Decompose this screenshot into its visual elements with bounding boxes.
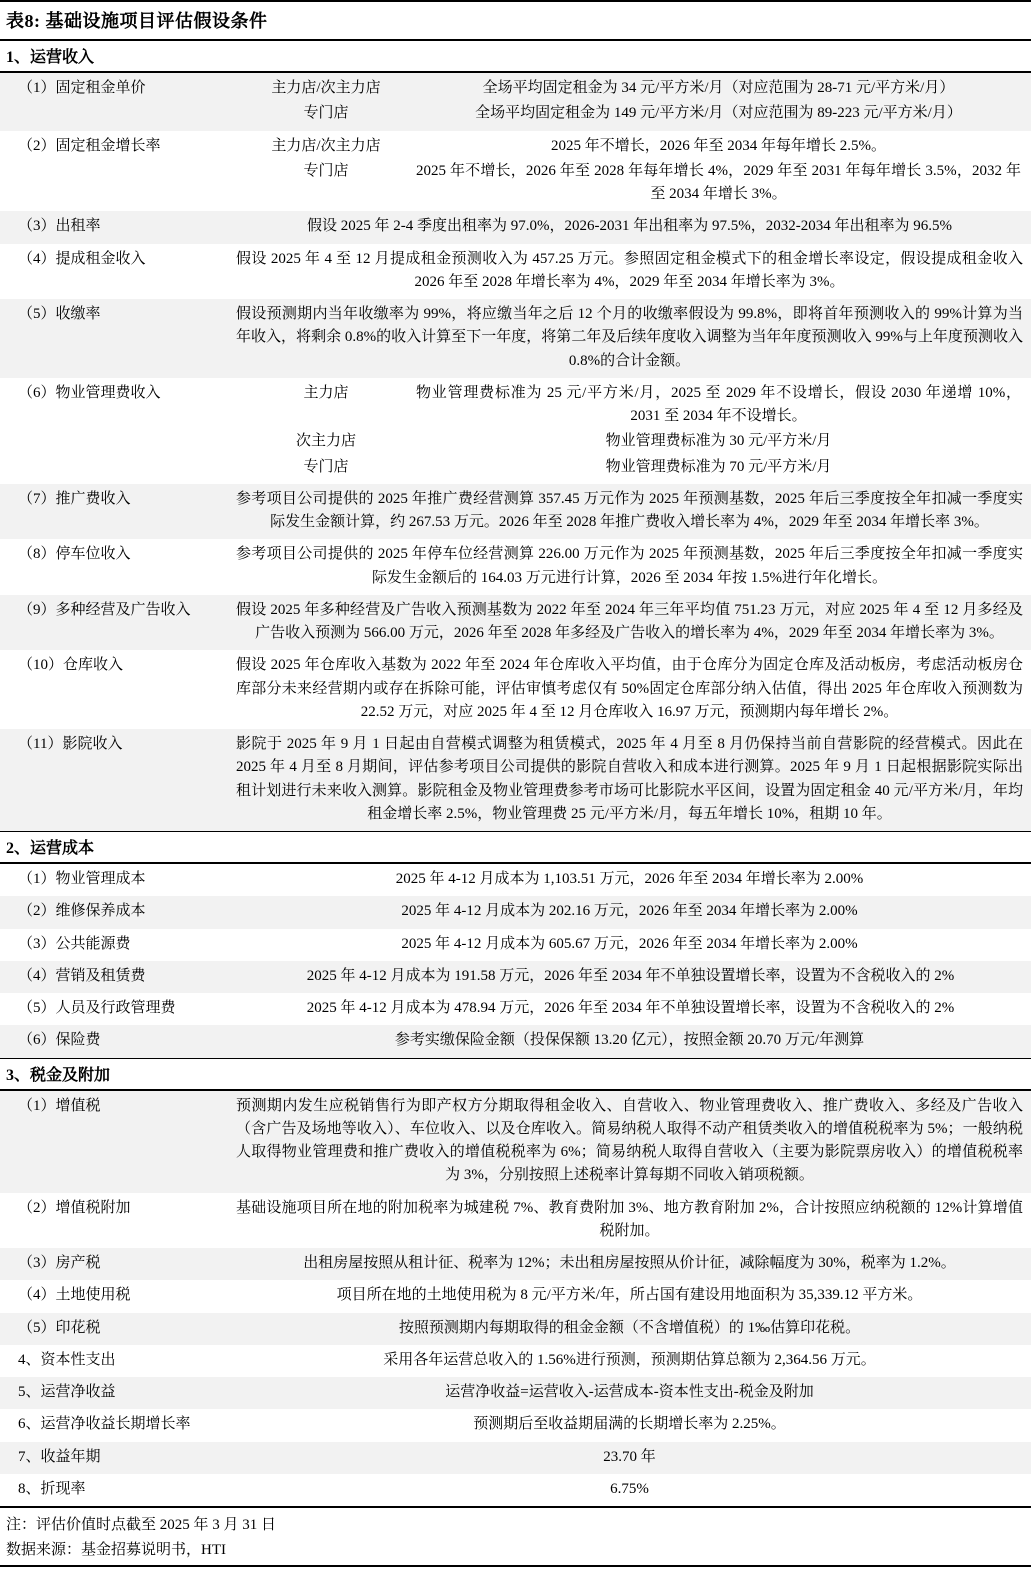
table-row [0, 378, 1031, 484]
table-row [0, 961, 1031, 993]
row-content: 预测期后至收益期届满的长期增长率为 2.25%。 [232, 1409, 1031, 1441]
row-content [232, 378, 1031, 484]
row-content [232, 131, 1031, 212]
table-row [0, 539, 1031, 595]
subline-label: 主力店/次主力店 [271, 80, 381, 96]
table-row [0, 729, 1031, 832]
subline-text: 物业管理费标准为 30 元/平方米/月 [605, 433, 832, 450]
bottom-rule-row [0, 1566, 1031, 1569]
table-row [0, 1345, 1031, 1377]
row-subline [236, 430, 1027, 453]
row-label: （3）公共能源费 [0, 929, 232, 961]
table-row [0, 1377, 1031, 1409]
row-content: 假设 2025 年 4 至 12 月提成租金预测收入为 457.25 万元。参照固定租金模式下的租金增长率设定，假设提成租金收入 2026 年至 2028 年增长率为 4%，2029 年至 2034 年增长率为 3%。 [232, 244, 1031, 300]
section-header-row [0, 832, 1031, 864]
row-content: 2025 年 4-12 月成本为 605.67 万元，2026 年至 2034 年增长率为 2.00% [232, 929, 1031, 961]
subline-label: 主力店/次主力店 [271, 137, 381, 154]
subline-text: 物业管理费标准为 25 元/平方米/月，2025 至 2029 年不设增长，假设 2030 年递增 10%，2031 至 2034 年不设增长。 [416, 384, 1021, 424]
table-row [0, 1313, 1031, 1345]
row-label: （3）出租率 [0, 211, 232, 243]
table-row [0, 863, 1031, 896]
row-content: 23.70 年 [232, 1442, 1031, 1474]
subline-label: 专门店 [303, 105, 349, 122]
table-row [0, 1280, 1031, 1312]
row-label: （10）仓库收入 [0, 650, 232, 729]
row-label: （1）物业管理成本 [0, 863, 232, 896]
row-subline [236, 456, 1027, 479]
row-subline [236, 102, 1027, 125]
table-row [0, 650, 1031, 729]
subline-label: 专门店 [303, 458, 349, 475]
row-content: 假设 2025 年 2-4 季度出租率为 97.0%，2026-2031 年出租率为 97.5%，2032-2034 年出租率为 96.5% [232, 211, 1031, 243]
table-row [0, 131, 1031, 212]
section-header-row [0, 40, 1031, 72]
row-content: 运营净收益=运营收入-运营成本-资本性支出-税金及附加 [232, 1377, 1031, 1409]
row-label: （1）固定租金单价 [0, 72, 232, 131]
row-content: 6.75% [232, 1474, 1031, 1507]
row-label: （4）提成租金收入 [0, 244, 232, 300]
row-label: 7、收益年期 [0, 1442, 232, 1474]
row-content: 假设 2025 年多种经营及广告收入预测基数为 2022 年至 2024 年三年平均值 751.23 万元，对应 2025 年 4 至 12 月多经及广告收入预测为 566.00 万元，2026 年至 2028 年多经及广告收入的增长率为 4%，2029 年至 2034 年增长率为 3%。 [232, 595, 1031, 651]
row-content: 假设预测期内当年收缴率为 99%，将应缴当年之后 12 个月的收缴率假设为 99.8%，即将首年预测收入的 99%计算为当年收入，将剩余 0.8%的收入计算至下一年度，将第二年及后续年度收入调整为当年年度预测收入 99%与上年度预测收入 0.8%的合计金额。 [232, 299, 1031, 378]
row-content: 2025 年 4-12 月成本为 478.94 万元，2026 年至 2034 年不单独设置增长率，设置为不含税收入的 2% [232, 993, 1031, 1025]
row-content: 参考项目公司提供的 2025 年推广费经营测算 357.45 万元作为 2025 年预测基数，2025 年后三季度按全年扣减一季度实际发生金额计算，约 267.53 万元。2026 年至 2028 年推广费收入增长率为 4%，2029 年至 2034 年增长率 3%。 [232, 484, 1031, 540]
row-content: 按照预测期内每期取得的租金金额（不含增值税）的 1‰估算印花税。 [232, 1313, 1031, 1345]
row-label: （9）多种经营及广告收入 [0, 595, 232, 651]
table-row [0, 1442, 1031, 1474]
row-content: 项目所在地的土地使用税为 8 元/平方米/年，所占国有建设用地面积为 35,339.12 平方米。 [232, 1280, 1031, 1312]
row-content [232, 72, 1031, 131]
row-label: （5）印花税 [0, 1313, 232, 1345]
row-content: 2025 年 4-12 月成本为 202.16 万元，2026 年至 2034 年增长率为 2.00% [232, 896, 1031, 928]
row-content: 假设 2025 年仓库收入基数为 2022 年至 2024 年仓库收入平均值，由于仓库分为固定仓库及活动板房，考虑活动板房仓库部分未来经营期内或存在拆除可能，评估审慎考虑仅有 50%固定仓库部分纳入估值，得出 2025 年仓库收入预测数为 22.52 万元，对应 2025 年 4 至 12 月仓库收入 16.97 万元，预测期内每年增长 2%。 [232, 650, 1031, 729]
row-content: 参考项目公司提供的 2025 年停车位经营测算 226.00 万元作为 2025 年预测基数，2025 年后三季度按全年扣减一季度实际发生金额后的 164.03 万元进行计算，2026 至 2034 年按 1.5%进行年化增长。 [232, 539, 1031, 595]
row-subline [236, 135, 1027, 158]
notes-row [0, 1507, 1031, 1566]
section-header-row [0, 1058, 1031, 1090]
row-label: （5）收缴率 [0, 299, 232, 378]
table-row [0, 1474, 1031, 1507]
row-content: 2025 年 4-12 月成本为 1,103.51 万元，2026 年至 2034 年增长率为 2.00% [232, 863, 1031, 896]
row-label: （5）人员及行政管理费 [0, 993, 232, 1025]
row-content: 采用各年运营总收入的 1.56%进行预测，预测期估算总额为 2,364.56 万元。 [232, 1345, 1031, 1377]
subline-text: 物业管理费标准为 70 元/平方米/月 [605, 458, 832, 475]
row-label: （4）营销及租赁费 [0, 961, 232, 993]
table-row [0, 1409, 1031, 1441]
subline-text: 全场平均固定租金为 34 元/平方米/月（对应范围为 28-71 元/平方米/月） [482, 80, 955, 96]
table-title-row [0, 1, 1031, 40]
row-subline [236, 160, 1027, 207]
row-label: （4）土地使用税 [0, 1280, 232, 1312]
note-valuation-date: 注：评估价值时点截至 2025 年 3 月 31 日 [6, 1517, 277, 1533]
row-content: 出租房屋按照从租计征、税率为 12%；未出租房屋按照从价计征，减除幅度为 30%，税率为 1.2%。 [232, 1248, 1031, 1280]
row-label: （7）推广费收入 [0, 484, 232, 540]
notes-cell [0, 1507, 1031, 1566]
subline-label: 主力店 [303, 384, 349, 401]
table-row [0, 1248, 1031, 1280]
row-content: 基础设施项目所在地的附加税率为城建税 7%、教育费附加 3%、地方教育附加 2%，合计按照应纳税额的 12%计算增值税附加。 [232, 1193, 1031, 1249]
table-row [0, 993, 1031, 1025]
table-row [0, 929, 1031, 961]
row-content: 预测期内发生应税销售行为即产权方分期取得租金收入、自营收入、物业管理费收入、推广费收入、多经及广告收入（含广告及场地等收入）、车位收入、以及仓库收入。简易纳税人取得不动产租赁类收入的增值税税率为 5%；一般纳税人取得物业管理费和推广费收入的增值税税率为 6%；简易纳税人取得自营收入（主要为影院票房收入）的增值税税率为 3%，分别按照上述税率计算每期不同收入销项税额。 [232, 1090, 1031, 1193]
row-content: 2025 年 4-12 月成本为 191.58 万元，2026 年至 2034 年不单独设置增长率，设置为不含税收入的 2% [232, 961, 1031, 993]
table-body [0, 1, 1031, 1569]
table-row [0, 211, 1031, 243]
row-content: 影院于 2025 年 9 月 1 日起由自营模式调整为租赁模式，2025 年 4 月至 8 月仍保持当前自营影院的经营模式。因此在 2025 年 4 月至 8 月期间，评估参考项目公司提供的影院自营收入和成本进行测算。2025 年 9 月 1 日起根据影院实际出租计划进行未来收入测算。影院租金及物业管理费参考市场可比影院水平区间，设置为固定租金 40 元/平方米/月，年均租金增长率 2.5%，物业管理费 25 元/平方米/月，每五年增长 10%，租期 10 年。 [232, 729, 1031, 832]
table-row [0, 1025, 1031, 1058]
row-label: （1）增值税 [0, 1090, 232, 1193]
section-heading: 3、税金及附加 [0, 1058, 1031, 1090]
row-label: （2）固定租金增长率 [0, 131, 232, 212]
row-label: 6、运营净收益长期增长率 [0, 1409, 232, 1441]
row-subline [236, 382, 1027, 429]
table-row [0, 244, 1031, 300]
bottom-rule [0, 1566, 1031, 1569]
row-label: （6）保险费 [0, 1025, 232, 1058]
table-row [0, 1193, 1031, 1249]
section-heading: 2、运营成本 [0, 832, 1031, 864]
table-title: 表8: 基础设施项目评估假设条件 [0, 1, 1031, 40]
row-label: （8）停车位收入 [0, 539, 232, 595]
row-label: （6）物业管理费收入 [0, 378, 232, 484]
subline-text: 2025 年不增长，2026 年至 2034 年每年增长 2.5%。 [551, 137, 886, 154]
table-row [0, 299, 1031, 378]
subline-label: 专门店 [303, 162, 349, 179]
row-label: （3）房产税 [0, 1248, 232, 1280]
note-data-source: 数据来源：基金招募说明书，HTI [6, 1541, 226, 1558]
table-row [0, 72, 1031, 131]
subline-text: 全场平均固定租金为 149 元/平方米/月（对应范围为 89-223 元/平方米/月） [475, 105, 962, 122]
table-row [0, 896, 1031, 928]
subline-label: 次主力店 [295, 433, 356, 450]
table-row [0, 595, 1031, 651]
row-label: 4、资本性支出 [0, 1345, 232, 1377]
section-heading: 1、运营收入 [0, 40, 1031, 72]
subline-text: 2025 年不增长，2026 年至 2028 年每年增长 4%，2029 年至 2031 年每年增长 3.5%，2032 年至 2034 年增长 3%。 [416, 162, 1021, 202]
row-subline [236, 77, 1027, 100]
row-label: （2）增值税附加 [0, 1193, 232, 1249]
row-content: 参考实缴保险金额（投保保额 13.20 亿元），按照金额 20.70 万元/年测算 [232, 1025, 1031, 1058]
row-label: 5、运营净收益 [0, 1377, 232, 1409]
row-label: （11）影院收入 [0, 729, 232, 832]
table-row [0, 1090, 1031, 1193]
row-label: （2）维修保养成本 [0, 896, 232, 928]
table-row [0, 484, 1031, 540]
row-label: 8、折现率 [0, 1474, 232, 1507]
